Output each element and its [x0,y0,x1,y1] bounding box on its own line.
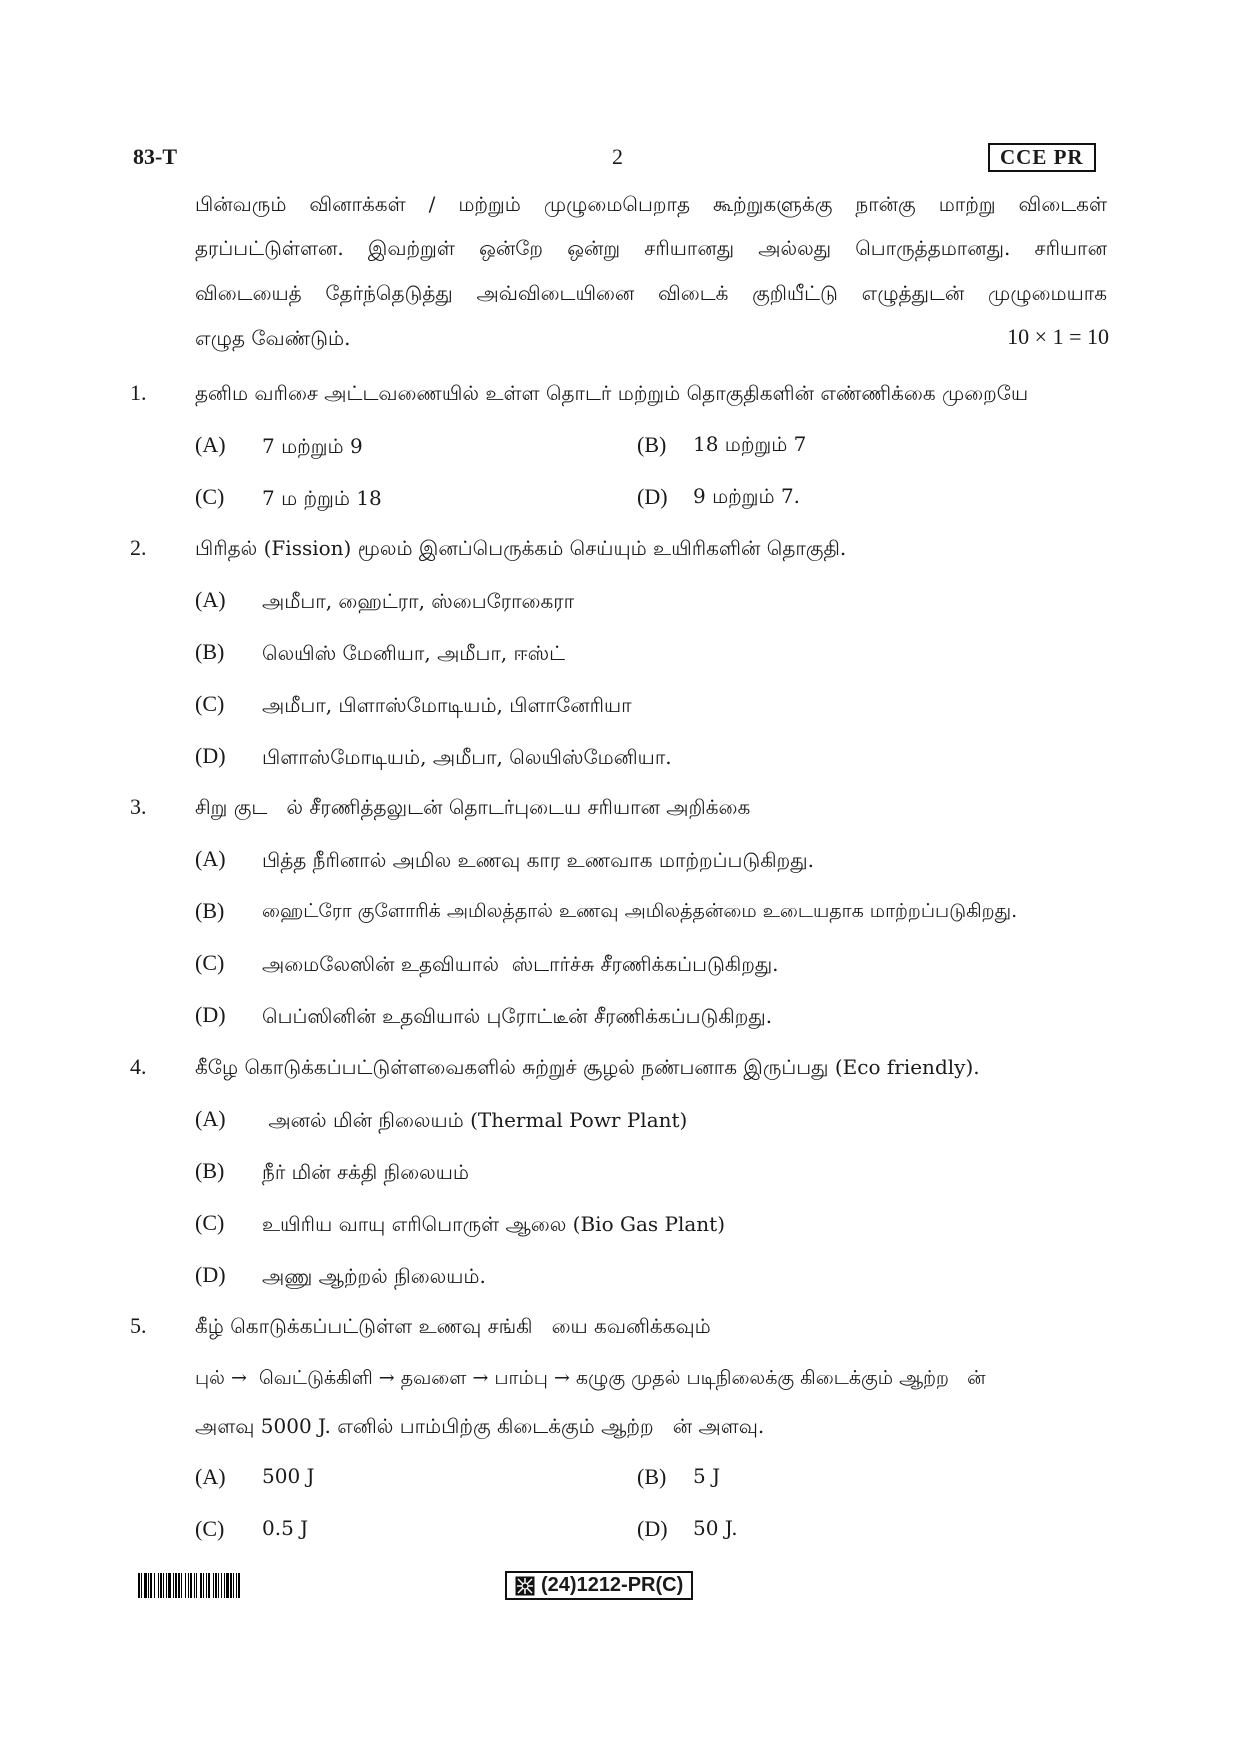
option-text: 500 J [262,1464,315,1488]
option-text: ஹைட்ரோ குளோரிக் அமிலத்தால் உணவு அமிலத்தன்மை உடையதாக மாற்றப்படுகிறது. [262,900,1018,922]
question-number: 2. [130,535,147,560]
option-label: (D) [637,484,668,509]
option-text: பித்த நீரினால் அமில உணவு கார உணவாக மாற்றப்படுகிறது. [262,848,814,872]
option-text: பெப்ஸினின் உதவியால் புரோட்டீன் சீரணிக்கப்படுகிறது. [262,1004,773,1028]
question-number: 3. [130,794,147,819]
question-number: 1. [130,380,147,405]
option-text: அமைலேஸின் உதவியால் ஸ்டார்ச்சு சீரணிக்கப்படுகிறது. [262,952,779,976]
option-text: 0.5 J [262,1516,309,1540]
option-label: (D) [195,743,226,768]
barcode [138,1573,348,1598]
series-code-box: CCE PR [988,143,1096,172]
question-text-line-2: புல் → வெட்டுக்கிளி → தவளை → பாம்பு → கழுகு முதல் படிநிலைக்கு கிடைக்கும் ஆற்ற ன் [195,1367,986,1389]
instruction-line-4: எழுத வேண்டும். [195,326,351,350]
question-text-line-3: அளவு 5000 J. எனில் பாம்பிற்கு கிடைக்கும் ஆற்ற ன் அளவு. [195,1414,765,1438]
footer-code-box [505,1571,693,1600]
option-label: (D) [637,1516,668,1541]
option-label: (A) [195,1106,226,1131]
paper-code: 83-T [133,144,177,169]
option-label: (B) [195,898,225,923]
question-text: சிறு குட ல் சீரணித்தலுடன் தொடர்புடைய சரியான அறிக்கை [195,795,751,819]
question-text: தனிம வரிசை அட்டவணையில் உள்ள தொடர் மற்றும் தொகுதிகளின் எண்ணிக்கை முறையே [195,381,1029,405]
option-label: (D) [195,1262,226,1287]
option-text: நீர் மின் சக்தி நிலையம் [262,1160,470,1184]
instruction-line-3: விடையைத் தேர்ந்தெடுத்து அவ்விடையினை விடைக் குறியீட்டு எழுத்துடன் முழுமையாக [195,281,1107,305]
option-label: (B) [637,1464,667,1489]
option-text: அமீபா, ஹைட்ரா, ஸ்பைரோகைரா [262,589,575,613]
option-text: பிளாஸ்மோடியம், அமீபா, லெயிஸ்மேனியா. [262,745,672,769]
option-text: அமீபா, பிளாஸ்மோடியம், பிளானேரியா [262,693,632,717]
option-label: (A) [195,846,226,871]
option-label: (C) [195,950,225,975]
page-number: 2 [612,144,623,169]
question-text: கீழே கொடுக்கப்பட்டுள்ளவைகளில் சுற்றுச் சூழல் நண்பனாக இருப்பது (Eco friendly). [195,1055,980,1079]
option-label: (B) [195,1158,225,1183]
option-label: (A) [195,587,226,612]
option-label: (B) [637,432,667,457]
question-number: 4. [130,1054,147,1079]
option-text: 9 மற்றும் 7. [693,484,801,508]
option-label: (C) [195,484,225,509]
question-text: கீழ் கொடுக்கப்பட்டுள்ள உணவு சங்கி யை கவனிக்கவும் [195,1314,711,1338]
option-label: (C) [195,1210,225,1235]
question-text: பிரிதல் (Fission) மூலம் இனப்பெருக்கம் செய்யும் உயிரிகளின் தொகுதி. [195,536,847,560]
option-text: அணு ஆற்றல் நிலையம். [262,1264,486,1288]
marks-allotment: 10 × 1 = 10 [1007,324,1109,349]
option-text: உயிரிய வாயு எரிபொருள் ஆலை (Bio Gas Plant) [262,1212,725,1236]
instruction-line-1: பின்வரும் வினாக்கள் / மற்றும் முழுமைபெறாத கூற்றுகளுக்கு நான்கு மாற்று விடைகள் [195,192,1107,216]
option-label: (B) [195,639,225,664]
option-label: (A) [195,432,226,457]
option-label: (A) [195,1464,226,1489]
instruction-line-2: தரப்பட்டுள்ளன. இவற்றுள் ஒன்றே ஒன்று சரியானது அல்லது பொருத்தமானது. சரியான [195,236,1107,260]
option-text: 7 ம ற்றும் 18 [262,486,382,510]
option-label: (C) [195,1516,225,1541]
option-text: 7 மற்றும் 9 [262,434,363,458]
seal-icon [515,1576,535,1596]
footer-code: (24)1212-PR(C) [541,1574,684,1596]
question-number: 5. [130,1313,147,1338]
option-text: லெயிஸ் மேனியா, அமீபா, ஈஸ்ட் [262,641,565,665]
option-text: 50 J. [693,1516,738,1540]
option-text: அனல் மின் நிலையம் (Thermal Powr Plant) [262,1108,688,1132]
option-label: (C) [195,691,225,716]
option-text: 18 மற்றும் 7 [693,432,807,456]
option-text: 5 J [693,1464,721,1488]
option-label: (D) [195,1002,226,1027]
